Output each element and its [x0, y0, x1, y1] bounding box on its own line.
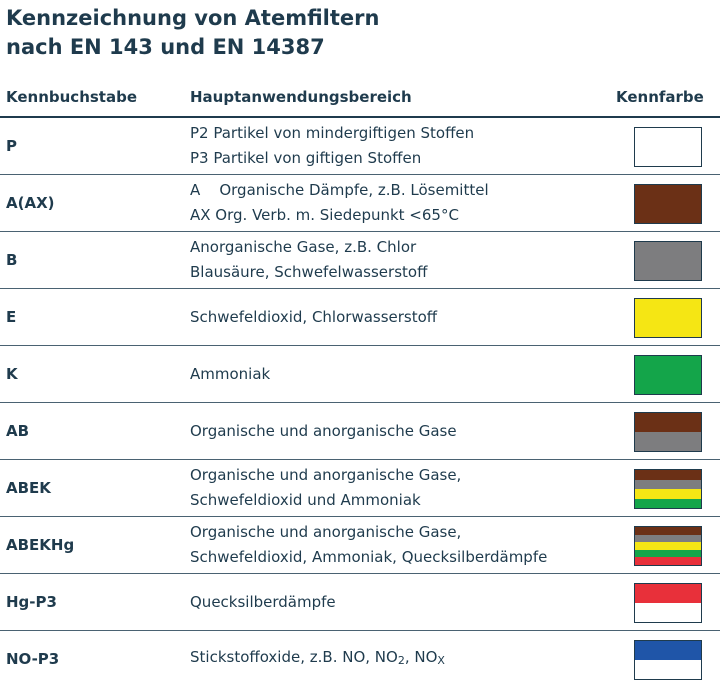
color-stripe: [635, 542, 701, 550]
row-code: AB: [6, 422, 30, 440]
color-stripe: [635, 641, 701, 660]
color-stripe: [635, 470, 701, 480]
color-swatch: [634, 640, 702, 680]
table-row: [0, 631, 720, 688]
color-stripe: [635, 242, 701, 280]
row-desc-line: Quecksilberdämpfe: [190, 592, 336, 611]
row-desc-line: Organische und anorganische Gase,: [190, 466, 462, 484]
row-desc-line: Organische und anorganische Gase: [190, 421, 457, 440]
row-code: Hg-P3: [6, 593, 57, 611]
subscript: X: [437, 654, 445, 667]
table-row: [0, 574, 720, 631]
row-code: ABEK: [6, 479, 51, 497]
color-swatch: [634, 127, 702, 167]
row-desc-line: Organische und anorganische Gase,: [190, 523, 462, 541]
row-code: B: [6, 251, 18, 269]
title-line-2: nach EN 143 und EN 14387: [6, 35, 325, 59]
row-desc-line: Schwefeldioxid, Chlorwasserstoff: [190, 307, 438, 326]
table-row: [0, 460, 720, 517]
page-title: [6, 4, 379, 62]
color-stripe: [635, 557, 701, 565]
color-stripe: [635, 535, 701, 543]
color-stripe: [635, 432, 701, 451]
color-swatch: [634, 355, 702, 395]
row-desc-line: P2 Partikel von mindergiftigen Stoffen: [190, 124, 475, 142]
color-stripe: [635, 128, 701, 166]
color-stripe: [635, 413, 701, 432]
row-description: [190, 118, 620, 174]
table-header: [0, 82, 720, 118]
color-stripe: [635, 499, 701, 509]
table-row: [0, 403, 720, 460]
row-desc-line: Schwefeldioxid, Ammoniak, Quecksilberdämpfe: [190, 548, 548, 566]
filter-table: [0, 118, 720, 688]
row-description: [190, 631, 620, 687]
color-stripe: [635, 185, 701, 223]
color-stripe: [635, 584, 701, 603]
row-desc-line: [190, 645, 620, 673]
color-stripe: [635, 299, 701, 337]
header-color: Kennfarbe: [616, 88, 704, 106]
row-desc-line: A Organische Dämpfe, z.B. Lösemittel: [190, 181, 489, 199]
desc-text: Stickstoffoxide, z.B. NO, NO: [190, 648, 398, 666]
color-stripe: [635, 527, 701, 535]
row-desc-line: Blausäure, Schwefelwasserstoff: [190, 263, 428, 281]
desc-text: , NO: [404, 648, 438, 666]
table-row: [0, 118, 720, 175]
row-description: [190, 574, 620, 630]
color-stripe: [635, 489, 701, 499]
color-swatch: [634, 412, 702, 452]
color-swatch: [634, 241, 702, 281]
color-swatch: [634, 184, 702, 224]
header-description: Hauptanwendungsbereich: [190, 88, 412, 106]
color-swatch: [634, 469, 702, 509]
row-code: E: [6, 308, 17, 326]
title-line-1: Kennzeichnung von Atemfiltern: [6, 6, 380, 30]
table-row: [0, 232, 720, 289]
color-stripe: [635, 356, 701, 394]
row-code: P: [6, 137, 17, 155]
color-stripe: [635, 480, 701, 490]
row-code: NO-P3: [6, 650, 60, 668]
row-code: ABEKHg: [6, 536, 75, 554]
row-description: [190, 232, 620, 288]
table-row: [0, 517, 720, 574]
row-description: [190, 175, 620, 231]
row-description: [190, 517, 620, 573]
table-row: [0, 175, 720, 232]
row-description: [190, 460, 620, 516]
row-code: A(AX): [6, 194, 55, 212]
color-swatch: [634, 526, 702, 566]
row-desc-line: P3 Partikel von giftigen Stoffen: [190, 149, 422, 167]
row-desc-line: Schwefeldioxid und Ammoniak: [190, 491, 421, 509]
color-swatch: [634, 583, 702, 623]
row-desc-line: AX Org. Verb. m. Siedepunkt <65°C: [190, 206, 459, 224]
color-swatch: [634, 298, 702, 338]
row-description: [190, 346, 620, 402]
row-desc-line: Ammoniak: [190, 364, 271, 383]
table-row: [0, 346, 720, 403]
color-stripe: [635, 660, 701, 679]
color-stripe: [635, 550, 701, 558]
header-code: Kennbuchstabe: [6, 88, 138, 106]
color-stripe: [635, 603, 701, 622]
row-description: [190, 289, 620, 345]
subscript: 2: [397, 654, 405, 667]
row-desc-line: Anorganische Gase, z.B. Chlor: [190, 238, 417, 256]
row-code: K: [6, 365, 18, 383]
row-description: [190, 403, 620, 459]
table-row: [0, 289, 720, 346]
